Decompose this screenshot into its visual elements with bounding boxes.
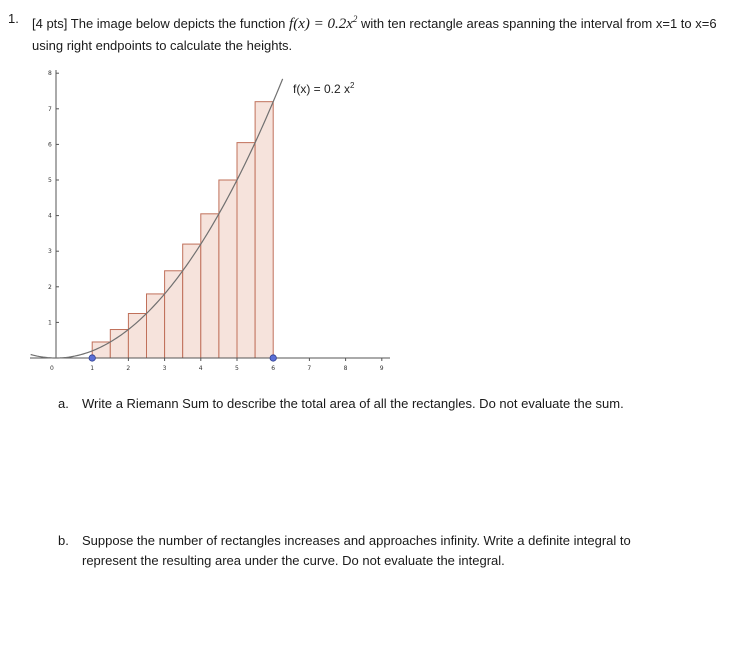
x-tick-label: 4 (198, 365, 203, 372)
x-tick-label: 7 (307, 365, 312, 372)
riemann-rectangle (110, 330, 128, 358)
riemann-rectangle (201, 214, 219, 358)
interval-endpoint-point (270, 355, 276, 361)
x-tick-label: 3 (162, 365, 167, 372)
riemann-rectangle (255, 102, 273, 358)
y-tick-label: 4 (48, 212, 52, 220)
y-tick-label: 1 (48, 319, 52, 327)
riemann-rectangle (183, 244, 201, 358)
y-tick-label: 8 (48, 70, 52, 78)
part-b-text (82, 531, 631, 571)
x-tick-label: 2 (126, 365, 131, 372)
question-number: 1. (8, 11, 19, 26)
x-tick-label: 1 (90, 365, 95, 372)
part-b-text-line1: Suppose the number of rectangles increases and approaches infinity. Write a definite integral to (82, 533, 631, 548)
x-tick-label: 8 (343, 365, 348, 372)
x-tick-label: 6 (271, 365, 276, 372)
riemann-rectangle (219, 180, 237, 358)
part-b-text-line2: represent the resulting area under the curve. Do not evaluate the integral. (82, 553, 505, 568)
y-tick-label: 7 (48, 105, 52, 113)
interval-endpoint-point (89, 355, 95, 361)
part-b-letter: b. (58, 533, 69, 548)
function-label-exponent: 2 (350, 81, 355, 90)
riemann-sum-graph (30, 68, 400, 378)
riemann-rectangle (128, 314, 146, 359)
question-intro-rest: with ten rectangle areas spanning the interval from x=1 to x=6 using right endpoints to calculate the heights. (32, 16, 717, 53)
function-label-base: f(x) = 0.2 x (293, 82, 351, 96)
function-expression-exponent: 2 (352, 14, 358, 24)
y-tick-label: 5 (48, 177, 52, 184)
question-intro: [4 pts] The image below depicts the function (32, 16, 286, 31)
graph-canvas (30, 68, 400, 378)
function-label (293, 81, 355, 96)
y-tick-label: 2 (48, 283, 52, 291)
riemann-rectangle (165, 271, 183, 358)
question-prompt (32, 8, 732, 57)
rectangles-layer (92, 102, 273, 358)
y-tick-label: 6 (48, 141, 52, 149)
x-tick-label: 0 (50, 365, 54, 372)
function-expression-base: f(x) = 0.2x (289, 16, 353, 32)
part-a-text: Write a Riemann Sum to describe the total area of all the rectangles. Do not evaluate the sum. (82, 396, 624, 411)
function-expression (289, 16, 357, 32)
y-tick-label: 3 (48, 248, 52, 256)
x-tick-label: 5 (235, 365, 239, 372)
part-a-letter: a. (58, 396, 69, 411)
x-tick-label: 9 (379, 365, 384, 372)
